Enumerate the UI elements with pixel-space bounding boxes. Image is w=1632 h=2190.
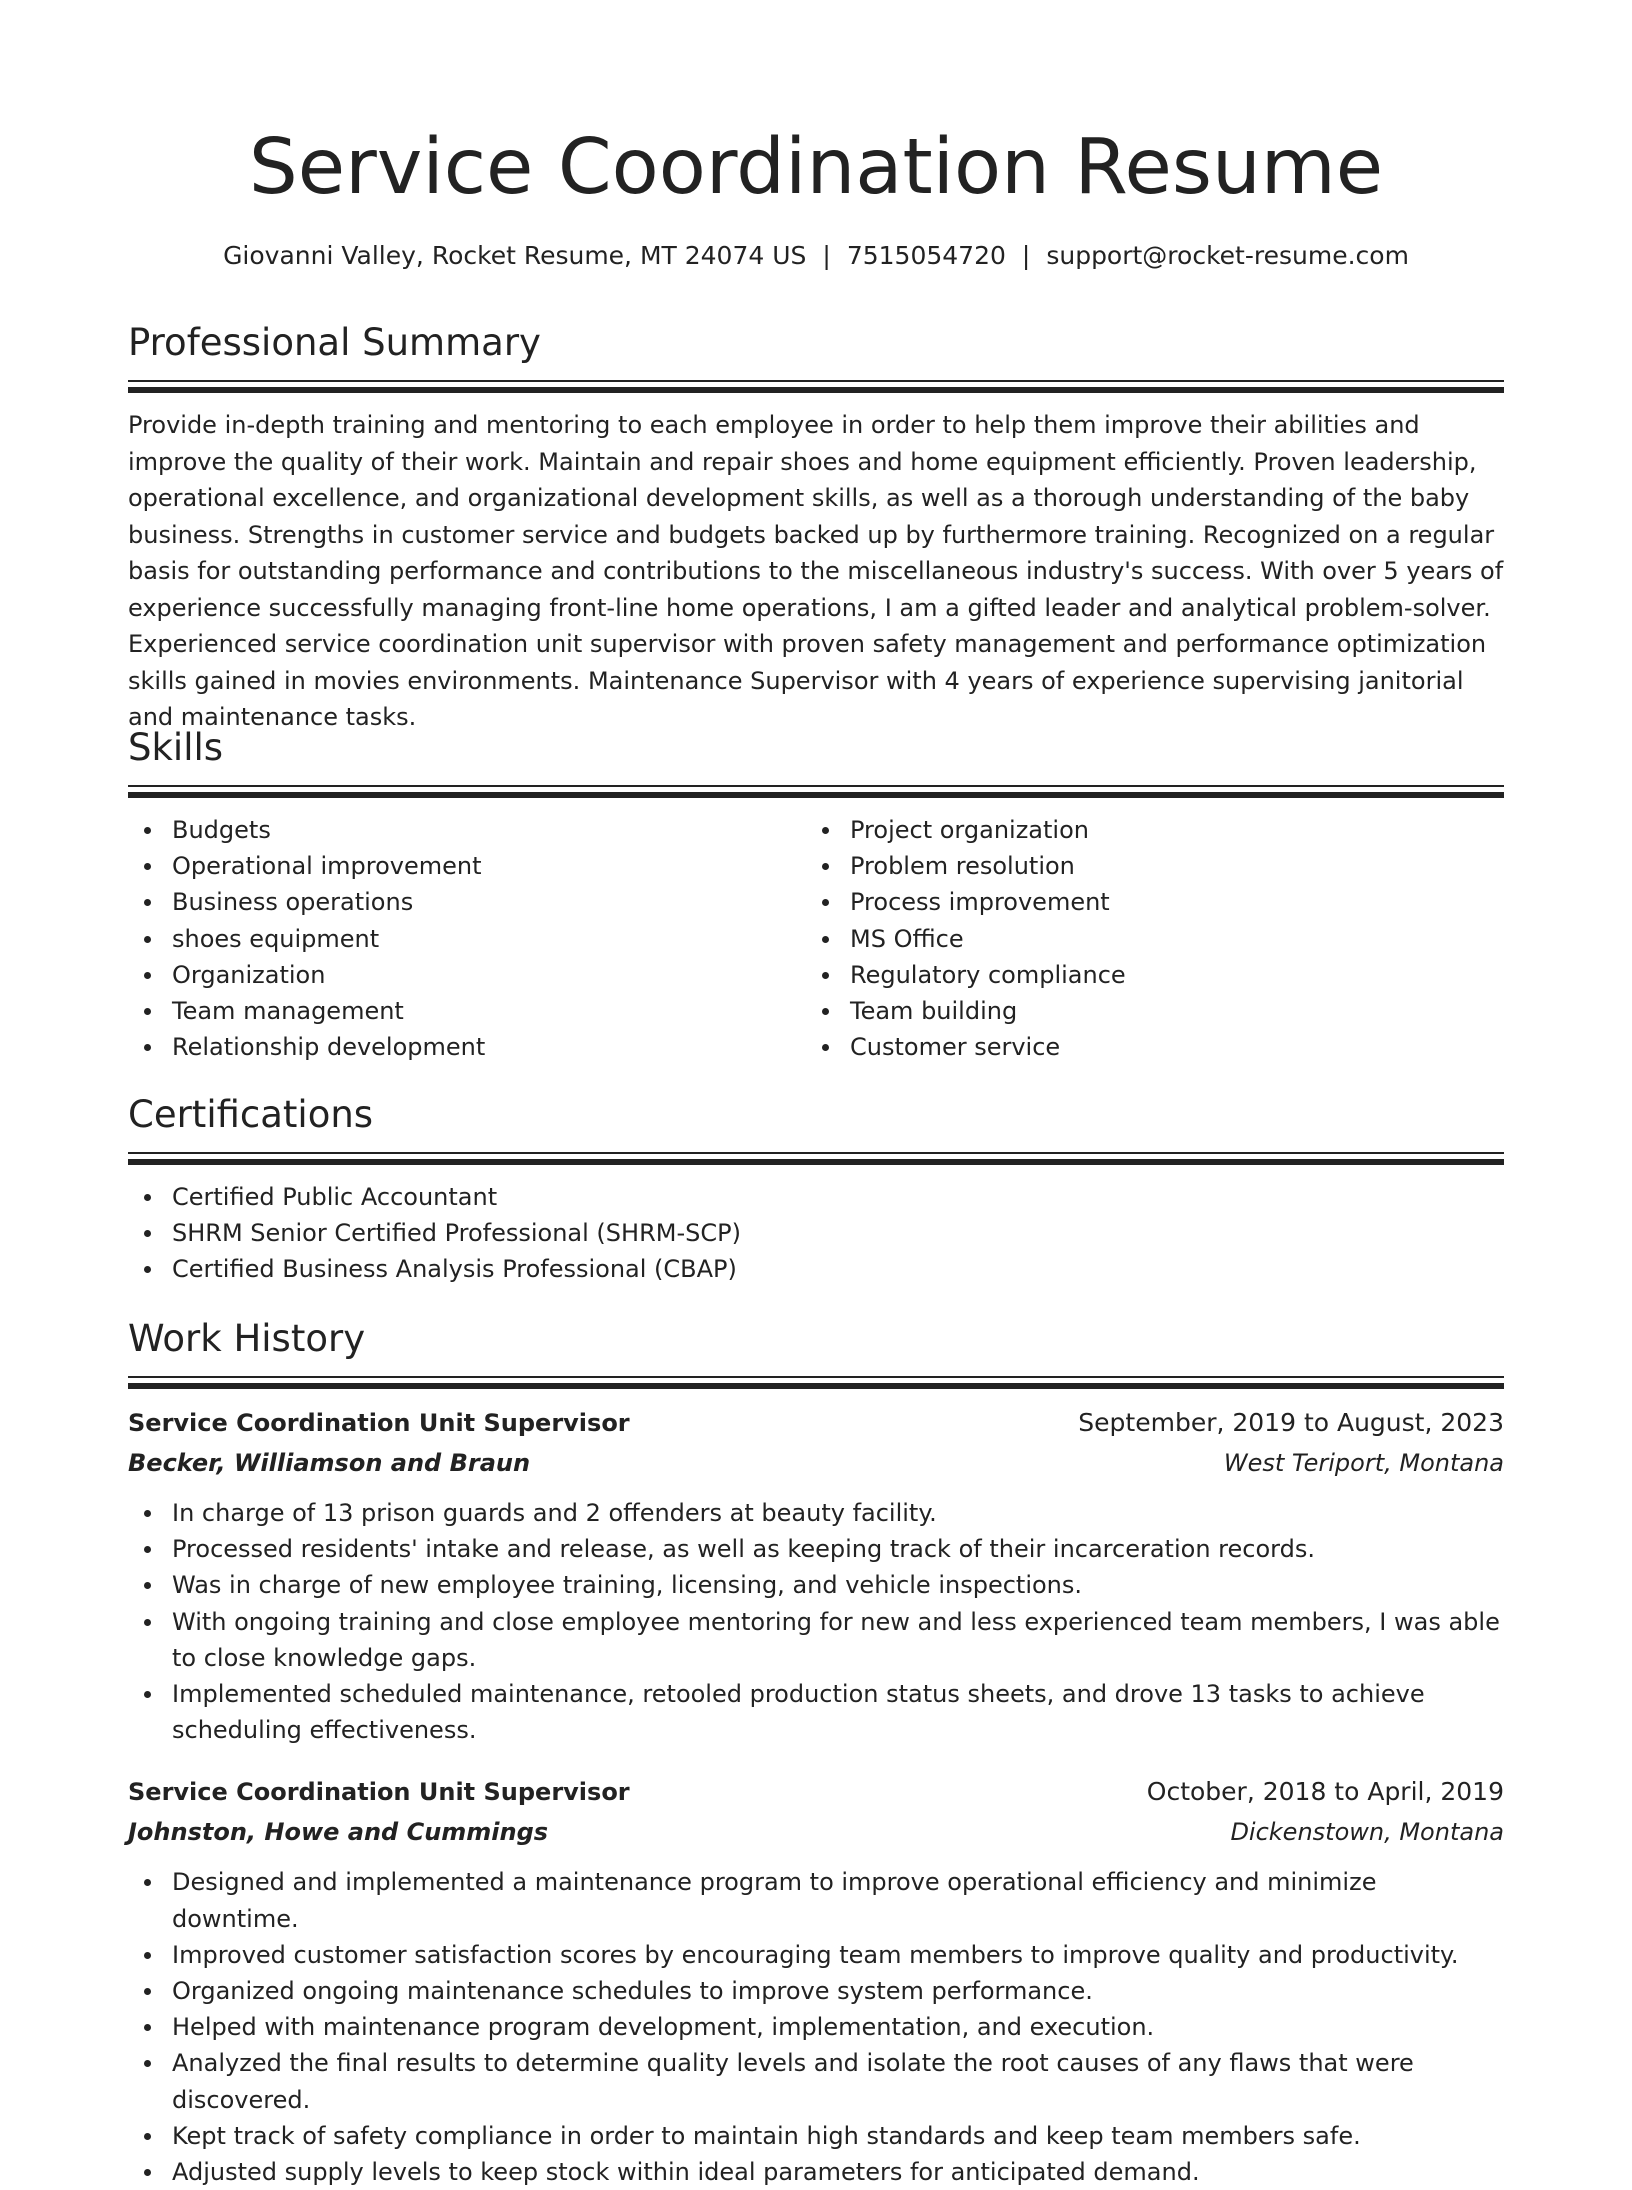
- contact-separator: |: [822, 241, 831, 270]
- job-entry: [128, 1403, 1504, 1748]
- skills-section: [128, 723, 1504, 1065]
- skill-item: Relationship development: [172, 1029, 806, 1065]
- job-duty-item: Improved customer satisfaction scores by encouraging team members to improve quality and productivity.: [172, 1937, 1504, 1973]
- section-heading-skills: Skills: [128, 726, 224, 769]
- job-title: Service Coordination Unit Supervisor: [128, 1409, 630, 1437]
- job-duty-item: Organized ongoing maintenance schedules to improve system performance.: [172, 1973, 1504, 2009]
- skill-item: Customer service: [850, 1029, 1484, 1065]
- skills-list-left: [128, 812, 806, 1065]
- section-divider: [128, 387, 1504, 393]
- job-company-row: [128, 1443, 1504, 1483]
- certification-item: Certified Business Analysis Professional (CBAP): [172, 1251, 1504, 1287]
- job-dates: October, 2018 to April, 2019: [1146, 1777, 1504, 1807]
- skills-list-right: [806, 812, 1484, 1065]
- skill-item: Team building: [850, 993, 1484, 1029]
- job-duty-item: Adjusted supply levels to keep stock within ideal parameters for anticipated demand.: [172, 2154, 1504, 2190]
- section-heading-summary: Professional Summary: [128, 321, 541, 364]
- job-duties-list: [128, 1864, 1504, 2190]
- skill-item: MS Office: [850, 921, 1484, 957]
- job-company: Becker, Williamson and Braun: [128, 1449, 531, 1477]
- certifications-list: [128, 1179, 1504, 1288]
- job-entry: [128, 1772, 1504, 2190]
- job-duty-item: Implemented scheduled maintenance, retooled production status sheets, and drove 13 tasks to achieve scheduling effectiveness.: [172, 1676, 1504, 1748]
- contact-phone: 7515054720: [846, 241, 1006, 270]
- skill-item: Regulatory compliance: [850, 957, 1484, 993]
- section-divider: [128, 1376, 1504, 1378]
- skill-item: shoes equipment: [172, 921, 806, 957]
- job-duty-item: In charge of 13 prison guards and 2 offenders at beauty facility.: [172, 1495, 1504, 1531]
- skill-item: Organization: [172, 957, 806, 993]
- skill-item: Budgets: [172, 812, 806, 848]
- job-duty-item: Analyzed the final results to determine quality levels and isolate the root causes of any flaws that were discovered.: [172, 2045, 1504, 2117]
- certification-item: Certified Public Accountant: [172, 1179, 1504, 1215]
- skill-item: Operational improvement: [172, 848, 806, 884]
- job-duty-item: With ongoing training and close employee mentoring for new and less experienced team members, I was able to close knowledge gaps.: [172, 1604, 1504, 1676]
- skill-item: Process improvement: [850, 884, 1484, 920]
- certification-item: SHRM Senior Certified Professional (SHRM-SCP): [172, 1215, 1504, 1251]
- section-divider: [128, 785, 1504, 787]
- job-duty-item: Kept track of safety compliance in order to maintain high standards and keep team members safe.: [172, 2118, 1504, 2154]
- job-duty-item: Processed residents' intake and release, as well as keeping track of their incarceration records.: [172, 1531, 1504, 1567]
- skill-item: Team management: [172, 993, 806, 1029]
- section-heading-work-history: Work History: [128, 1317, 366, 1360]
- professional-summary-section: [128, 318, 1504, 736]
- skill-item: Project organization: [850, 812, 1484, 848]
- section-divider: [128, 1159, 1504, 1165]
- job-company: Johnston, Howe and Cummings: [128, 1818, 549, 1847]
- job-duties-list: [128, 1495, 1504, 1748]
- work-history-section: [128, 1314, 1504, 2190]
- job-header-row: [128, 1772, 1504, 1812]
- skill-item: Business operations: [172, 884, 806, 920]
- job-duty-item: Helped with maintenance program development, implementation, and execution.: [172, 2009, 1504, 2045]
- skill-item: Problem resolution: [850, 848, 1484, 884]
- job-duty-item: Designed and implemented a maintenance program to improve operational efficiency and minimize downtime.: [172, 1864, 1504, 1936]
- job-company-row: [128, 1812, 1504, 1852]
- job-dates: September, 2019 to August, 2023: [1078, 1408, 1504, 1437]
- section-heading-certifications: Certifications: [128, 1093, 374, 1136]
- contact-address: Giovanni Valley, Rocket Resume, MT 24074 US: [223, 241, 807, 270]
- contact-separator: |: [1021, 241, 1031, 270]
- job-location: West Teriport, Montana: [1223, 1449, 1504, 1477]
- job-header-row: [128, 1403, 1504, 1443]
- contact-line: [128, 238, 1504, 274]
- skills-grid: [128, 798, 1504, 1065]
- summary-text: Provide in-depth training and mentoring to each employee in order to help them improve their abilities and improve the quality of their work. Maintain and repair shoes and home equipment efficiently. Proven leadership, operational excellence, and organizational development skills, as well as a thorough understanding of the baby business. Strengths in customer service and budgets backed up by furthermore training. Recognized on a regular basis for outstanding performance and contributions to the miscellaneous industry's success. With over 5 years of experience successfully managing front-line home operations, I am a gifted leader and analytical problem-solver. Experienced service coordination unit supervisor with proven safety management and performance optimization skills gained in movies environments. Maintenance Supervisor with 4 years of experience supervising janitorial and maintenance tasks.: [128, 411, 1504, 731]
- contact-email: support@rocket-resume.com: [1046, 241, 1409, 270]
- certifications-section: [128, 1090, 1504, 1288]
- section-divider: [128, 1152, 1504, 1154]
- section-divider: [128, 1383, 1504, 1389]
- job-title: Service Coordination Unit Supervisor: [128, 1778, 630, 1807]
- resume-title: Service Coordination Resume: [248, 123, 1384, 212]
- job-duty-item: Was in charge of new employee training, licensing, and vehicle inspections.: [172, 1567, 1504, 1603]
- section-divider: [128, 380, 1504, 382]
- job-location: Dickenstown, Montana: [1230, 1818, 1504, 1847]
